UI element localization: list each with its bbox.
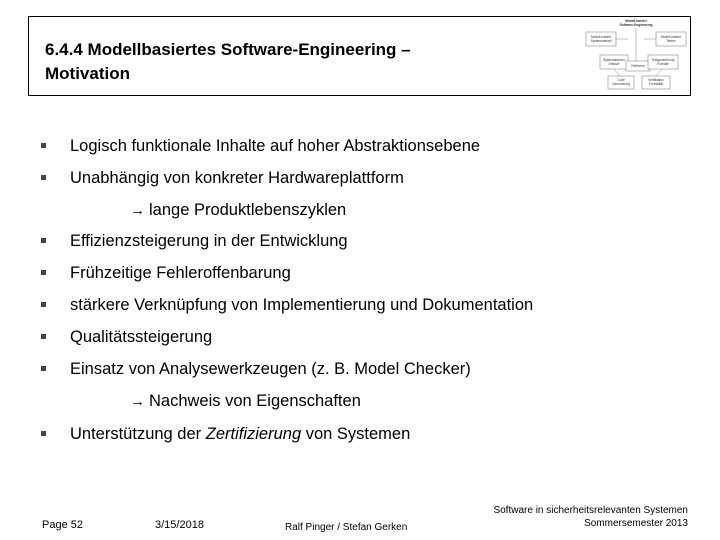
footer-course bbox=[493, 504, 688, 530]
list-item-text-pre: Unterstützung der bbox=[70, 425, 206, 443]
diagram-mid-right-label-2: Formale bbox=[657, 62, 669, 66]
diagram-top-left-label-1: Modell-basiert bbox=[590, 35, 612, 39]
footer-course-title: Software in sicherheitsrelevanten Systemen bbox=[493, 505, 688, 516]
square-bullet-icon bbox=[41, 175, 46, 180]
footer-authors: Ralf Pinger / Stefan Gerken bbox=[285, 522, 408, 533]
list-item-text bbox=[70, 424, 410, 444]
footer-page-number: Page 52 bbox=[42, 519, 83, 531]
right-arrow-icon: → bbox=[130, 393, 145, 410]
list-item-text: Qualitätssteigerung bbox=[70, 328, 213, 346]
list-item-text: Effizienzsteigerung in der Entwicklung bbox=[70, 232, 348, 250]
list-item-text: Logisch funktionale Inhalte auf hoher Abstraktionsebene bbox=[70, 137, 481, 155]
diagram-center-top-label-2: Software-Engineering bbox=[619, 23, 653, 27]
diagram-mid-left-label-2: Entwurf bbox=[608, 62, 620, 66]
square-bullet-icon bbox=[41, 238, 46, 243]
list-item-text-emphasis: Zertifizierung bbox=[205, 425, 302, 443]
diagram-top-right-label-1: Modell-basiert bbox=[660, 35, 682, 39]
sub-item bbox=[130, 200, 346, 221]
square-bullet-icon bbox=[41, 143, 46, 148]
square-bullet-icon bbox=[41, 334, 46, 339]
diagram-top-left-label-2: Systementwurf bbox=[590, 39, 612, 43]
slide-title-line1: 6.4.4 Modellbasiertes Software-Engineering – bbox=[45, 40, 411, 59]
sub-item-text: lange Produktlebenszyklen bbox=[149, 201, 347, 219]
diagram-bottom-right-label-2: Formalität bbox=[648, 82, 664, 86]
right-arrow-icon: → bbox=[130, 202, 145, 219]
diagram-bottom-left-label-2: Generierung bbox=[612, 82, 630, 86]
diagram-bottom-right-label-1: Verifikation bbox=[648, 78, 664, 82]
list-item-text-post: von Systemen bbox=[301, 425, 411, 443]
square-bullet-icon bbox=[41, 366, 46, 371]
list-item-text: Frühzeitige Fehleroffenbarung bbox=[70, 264, 291, 282]
diagram-mid-left-label-1: Systematischer bbox=[603, 58, 625, 62]
diagram-mid-right-label-1: Testgenerierung bbox=[651, 58, 675, 62]
sub-item-text: Nachweis von Eigenschaften bbox=[149, 392, 361, 410]
square-bullet-icon bbox=[41, 270, 46, 275]
diagram-top-right-label-2: Testen bbox=[666, 39, 676, 43]
footer-date: 3/15/2018 bbox=[155, 519, 204, 531]
list-item-text: stärkere Verknüpfung von Implementierung und Dokumentation bbox=[70, 296, 534, 314]
sub-item bbox=[130, 391, 361, 412]
list-item-text: Einsatz von Analysewerkzeugen (z. B. Model Checker) bbox=[70, 360, 471, 378]
slide-title-line2: Motivation bbox=[45, 64, 130, 83]
square-bullet-icon bbox=[41, 431, 46, 436]
square-bullet-icon bbox=[41, 302, 46, 307]
footer-course-semester: Sommersemester 2013 bbox=[584, 518, 688, 529]
list-item-text: Unabhängig von konkreter Hardwareplattform bbox=[70, 169, 404, 187]
diagram-center-top-label-1: Modell-basiert bbox=[625, 19, 647, 23]
diagram-bottom-left-label-1: Code bbox=[617, 78, 625, 82]
diagram-mid-center-label-1: Reflexion bbox=[631, 64, 645, 68]
